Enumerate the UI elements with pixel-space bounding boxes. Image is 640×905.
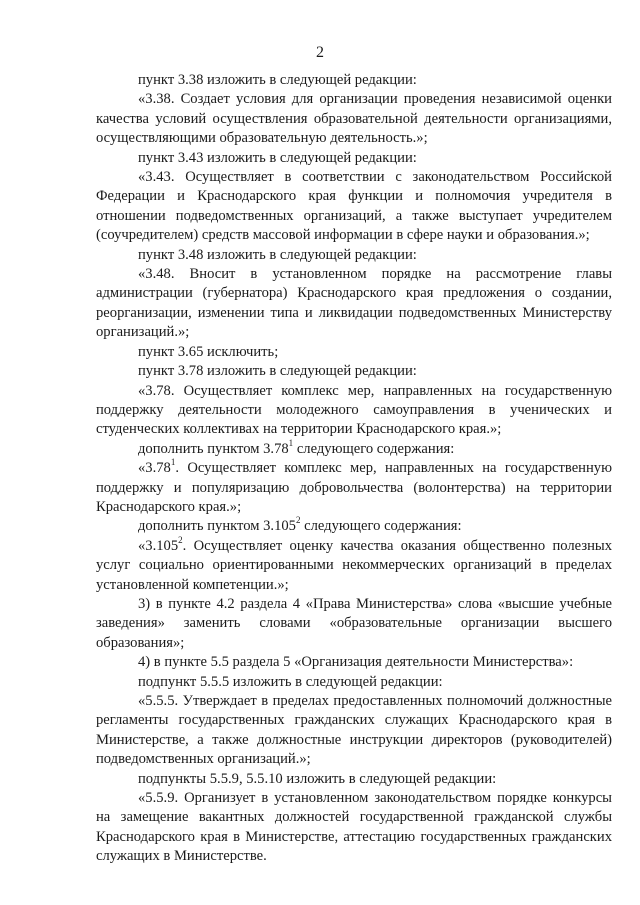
amendment-paragraph: [96, 789, 612, 867]
paragraph-text: «3.105: [138, 537, 179, 554]
paragraph-text: следующего содержания:: [300, 518, 462, 535]
paragraph-text: пункт 3.78 изложить в следующей редакции:: [138, 363, 417, 380]
paragraph-text: 4) в пункте 5.5 раздела 5 «Организация деятельности Министерства»:: [138, 654, 574, 671]
amendment-paragraph: [96, 534, 612, 595]
instruction-paragraph: [96, 343, 612, 362]
instruction-paragraph: [96, 246, 612, 265]
paragraph-text: дополнить пунктом 3.105: [138, 518, 296, 535]
paragraph-text: пункт 3.65 исключить;: [138, 343, 279, 360]
superscript-index: 2: [295, 515, 301, 526]
amendment-paragraph: [96, 382, 612, 440]
amendment-paragraph: [96, 90, 612, 148]
instruction-paragraph: [96, 770, 612, 789]
paragraph-text: . Осуществляет комплекс мер, направленных на государственную поддержку и популяризацию добровольчества (волонтерства) на территории Краснодарского края.»;: [96, 460, 612, 515]
paragraph-text: «5.5.5. Утверждает в пределах предоставленных полномочий должностные регламенты государственных гражданских служащих Краснодарского края в Министерстве, а также должностные инструкции директоров (руководителей) подведомственных организаций.»;: [96, 693, 612, 768]
amendment-paragraph: [96, 459, 612, 517]
instruction-paragraph: [96, 653, 612, 672]
paragraph-text: «3.38. Создает условия для организации проведения независимой оценки качества условий осуществления образовательной деятельности организациями, осуществляющими образовательную деятельность.»;: [96, 91, 612, 147]
amendment-paragraph: [96, 595, 612, 653]
paragraph-text: дополнить пунктом 3.78: [138, 440, 289, 457]
paragraph-text: . Осуществляет оценку качества оказания общественно полезных услуг социально ориентированными некоммерческих организаций в пределах установленной компетенции.»;: [96, 537, 612, 593]
amendment-paragraph: [96, 692, 612, 770]
paragraph-text: «3.43. Осуществляет в соответствии с законодательством Российской Федерации и Краснодарского края функции и полномочия учредителя в отношении подведомственных организаций, а также выступает учредителем (соучредителем) средств массовой информации в сфере науки и образования.»;: [96, 169, 612, 244]
instruction-paragraph: [96, 149, 612, 168]
instruction-paragraph: [96, 71, 612, 90]
amendment-paragraph: [96, 265, 612, 343]
instruction-paragraph: [96, 673, 612, 692]
instruction-paragraph: [96, 517, 612, 536]
paragraph-text: 3) в пункте 4.2 раздела 4 «Права Министерства» слова «высшие учебные заведения» заменить словами «образовательные организации высшего образования»;: [96, 595, 612, 651]
paragraph-text: пункт 3.38 изложить в следующей редакции:: [138, 72, 417, 88]
paragraph-text: «3.78: [138, 460, 171, 477]
paragraph-text: следующего содержания:: [293, 440, 455, 457]
superscript-index: 2: [178, 534, 183, 545]
page-number: 2: [316, 44, 324, 61]
paragraph-text: «3.78. Осуществляет комплекс мер, направленных на государственную поддержку деятельности молодежного самоуправления в ученических и студенческих коллективах на территории Краснодарского края.»;: [96, 382, 612, 438]
paragraph-text: пункт 3.48 изложить в следующей редакции:: [138, 246, 417, 263]
document-body: [96, 71, 612, 867]
paragraph-text: «3.48. Вносит в установленном порядке на рассмотрение главы администрации (губернатора) Краснодарского края предложения о создании, реорганизации, изменении типа и ликвидации подведомственных Министерству организаций.»;: [96, 266, 612, 341]
superscript-index: 1: [288, 437, 294, 448]
paragraph-text: подпункты 5.5.9, 5.5.10 изложить в следующей редакции:: [138, 770, 497, 787]
instruction-paragraph: [96, 362, 612, 381]
paragraph-text: подпункт 5.5.5 изложить в следующей редакции:: [138, 673, 443, 690]
amendment-paragraph: [96, 168, 612, 246]
paragraph-text: «5.5.9. Организует в установленном законодательством порядке конкурсы на замещение вакантных должностей государственной гражданской службы Краснодарского края в Министерстве, аттестацию государственных гражданских служащих в Министерстве.: [96, 790, 612, 865]
superscript-index: 1: [170, 457, 176, 468]
paragraph-text: пункт 3.43 изложить в следующей редакции:: [138, 149, 417, 166]
